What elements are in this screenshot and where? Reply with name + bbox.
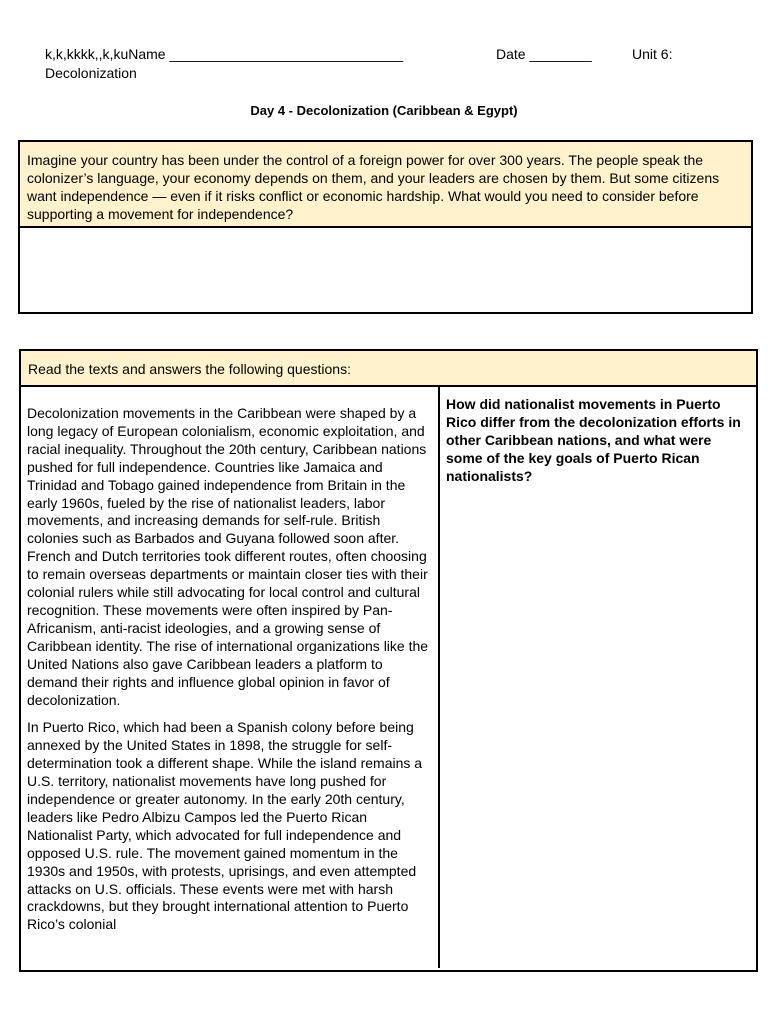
warmup-box <box>18 140 753 314</box>
header-line <box>45 45 745 64</box>
warmup-prompt: Imagine your country has been under the control of a foreign power for over 300 years. The people speak the colonizer’s language, your economy depends on them, and your leaders are chosen by them. But some citizens want independence — even if it risks conflict or economic hardship. What would you need to consider before supporting a movement for independence? <box>20 142 751 228</box>
unit-name: Decolonization <box>45 65 137 81</box>
name-field[interactable]: k,k,kkkk,,k,kuName ______________________________ <box>45 46 404 62</box>
unit-label: Unit 6: <box>632 46 673 62</box>
page-title: Day 4 - Decolonization (Caribbean & Egypt) <box>250 103 518 118</box>
date-field[interactable]: Date ________ <box>496 46 592 62</box>
reading-instructions: Read the texts and answers the following questions: <box>21 351 756 387</box>
reading-body <box>21 387 756 968</box>
reading-paragraph: Decolonization movements in the Caribbean were shaped by a long legacy of European colonialism, economic exploitation, and racial inequality. Throughout the 20th century, Caribbean nations pushed for full independence. Countries like Jamaica and Trinidad and Tobago gained independence from Britain in the early 1960s, fueled by the rise of nationalist leaders, labor movements, and increasing demands for self-rule. British colonies such as Barbados and Guyana followed soon after. French and Dutch territories took different routes, often choosing to remain overseas departments or maintain closer ties with their colonial rulers while still advocating for local control and cultural recognition. These movements were often inspired by Pan-Africanism, anti-racist ideologies, and a growing sense of Caribbean identity. The rise of international organizations like the United Nations also gave Caribbean leaders a platform to demand their rights and influence global opinion in favor of decolonization. <box>27 405 429 708</box>
question-cell[interactable] <box>440 387 756 968</box>
reading-table <box>19 349 758 972</box>
warmup-answer-area[interactable] <box>20 228 751 310</box>
question-text: How did nationalist movements in Puerto Rico differ from the decolonization efforts in other Caribbean nations, and what were some of the key goals of Puerto Rican nationalists? <box>446 396 741 484</box>
worksheet-header <box>45 45 745 83</box>
reading-text-cell <box>21 387 440 968</box>
reading-paragraph: In Puerto Rico, which had been a Spanish colony before being annexed by the United States in 1898, the struggle for self-determination took a different shape. While the island remains a U.S. territory, nationalist movements have long pushed for independence or greater autonomy. In the early 20th century, leaders like Pedro Albizu Campos led the Puerto Rican Nationalist Party, which advocated for full independence and opposed U.S. rule. The movement gained momentum in the 1930s and 1950s, with protests, uprisings, and even attempted attacks on U.S. officials. These events were met with harsh crackdowns, but they brought international attention to Puerto Rico’s colonial <box>27 719 423 933</box>
